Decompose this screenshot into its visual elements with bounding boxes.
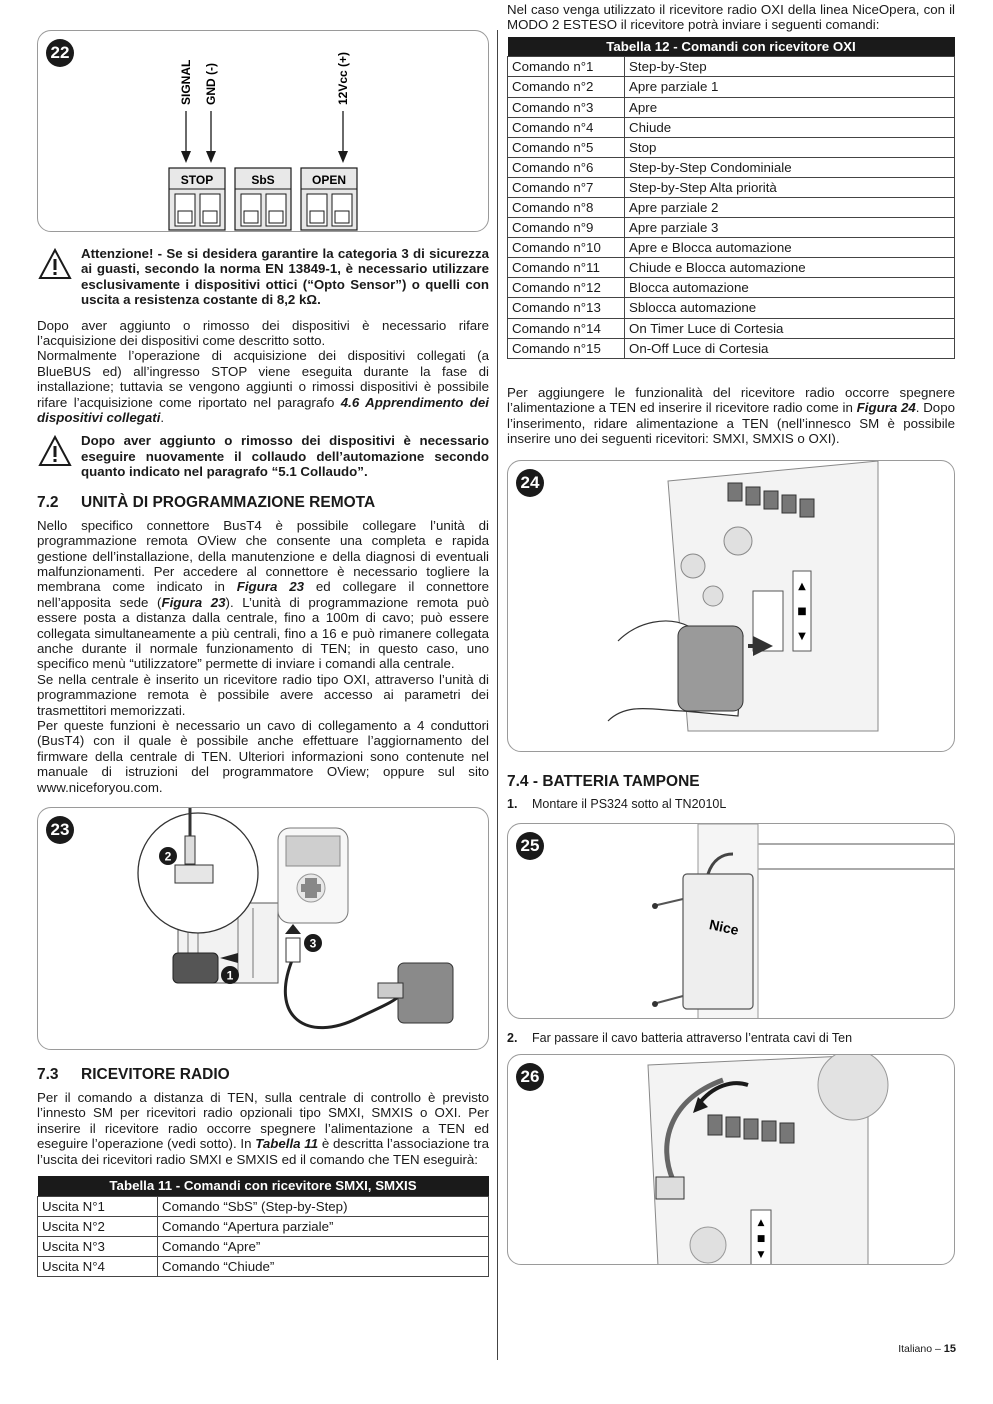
- table-row: [508, 57, 955, 77]
- table-row: [38, 1236, 489, 1256]
- warning-icon: [37, 435, 73, 467]
- table-cell-key: Comando n°13: [508, 298, 625, 318]
- paragraph: Per queste funzioni è necessario un cavo di collegamento a 4 conduttori (BusT4) con il quale è possibile anche effettuare l’aggiornamento del firmware della centrale di TEN. Ulteriori informazioni sono contenute nel manuale di istruzioni del programmatore OView; oppure sul sito www.niceforyou.com.: [37, 717, 489, 795]
- section-number: 7.2: [37, 493, 59, 511]
- warning-block-1: [37, 246, 489, 308]
- footer-language: Italiano –: [898, 1343, 941, 1355]
- table-row: [508, 137, 955, 157]
- terminal-open-label: OPEN: [311, 173, 347, 187]
- page-footer: [898, 1343, 956, 1355]
- table-cell-value: On-Off Luce di Cortesia: [625, 338, 955, 358]
- paragraph: [507, 385, 955, 447]
- step-item-1: [507, 797, 955, 812]
- section-heading-7-3: [37, 1066, 489, 1084]
- paragraph: [37, 518, 489, 672]
- table-row: [508, 318, 955, 338]
- arrow-down-icon: ▼: [757, 1250, 765, 1261]
- table-cell-key: Comando n°4: [508, 117, 625, 137]
- figure-number: 26: [516, 1063, 544, 1091]
- table-cell-key: Comando n°1: [508, 57, 625, 77]
- step-list: [507, 797, 955, 812]
- brand-label: Nice: [707, 915, 741, 938]
- table-cell-key: Comando n°10: [508, 238, 625, 258]
- figure-reference: Figura 24: [856, 400, 916, 416]
- section-reference: 4.6 Apprendimento dei dispositivi collegati: [37, 394, 489, 426]
- step-item-2: [507, 1031, 955, 1046]
- table-cell-key: Uscita N°2: [38, 1216, 158, 1236]
- receiver-insertion-illustration: [508, 461, 955, 752]
- table-cell-key: Uscita N°1: [38, 1196, 158, 1216]
- figure-23: [37, 807, 489, 1050]
- table-cell-value: Stop: [625, 137, 955, 157]
- step-3-marker: 3: [309, 936, 317, 951]
- table-row: [508, 338, 955, 358]
- table-cell-value: Blocca automazione: [625, 278, 955, 298]
- arrow-down-icon: ▼: [798, 631, 806, 643]
- table-cell-key: Comando n°2: [508, 77, 625, 97]
- step-number: 1.: [507, 797, 518, 812]
- table-row: [508, 258, 955, 278]
- table-row: [508, 157, 955, 177]
- gnd-label: GND (-): [204, 63, 218, 105]
- table-12: [507, 37, 955, 359]
- table-row: [508, 298, 955, 318]
- table-cell-value: Apre parziale 3: [625, 218, 955, 238]
- step-1-marker: 1: [226, 968, 234, 983]
- table-cell-value: Apre: [625, 97, 955, 117]
- table-row: [508, 278, 955, 298]
- table-cell-key: Comando n°8: [508, 197, 625, 217]
- table-cell-value: Comando “Chiude”: [158, 1256, 489, 1276]
- table-cell-value: Chiude: [625, 117, 955, 137]
- table-cell-value: Apre e Blocca automazione: [625, 238, 955, 258]
- table-row: [508, 117, 955, 137]
- terminal-stop-label: STOP: [180, 173, 214, 187]
- table-cell-value: Apre parziale 1: [625, 77, 955, 97]
- table-row: [38, 1256, 489, 1276]
- arrow-up-icon: ▲: [757, 1218, 765, 1229]
- text-run: Nello specifico connettore BusT4 è possibile collegare l’unità di programmazione remota OView che consente una completa e rapida gestione dell’installazione, della manutenzione e della diagnosi di eventuali malfunzionamenti. Per accedere al connettore è necessario togliere la membrana come indicato in: [37, 517, 489, 595]
- figure-reference: Figura 23: [161, 594, 226, 610]
- page-number: 15: [943, 1343, 956, 1355]
- table-cell-value: Step-by-Step: [625, 57, 955, 77]
- step-2-marker: 2: [164, 849, 172, 864]
- paragraph: Se nella centrale è inserito un ricevitore radio tipo OXI, attraverso l’unità di programmazione remota è possibile avere accesso ai parametri dei trasmettitori memorizzati.: [37, 671, 489, 718]
- step-list: [507, 1031, 955, 1046]
- vcc-label: 12Vcc (+): [336, 51, 350, 105]
- figure-22: [37, 30, 489, 232]
- table-row: [38, 1216, 489, 1236]
- figure-24: [507, 460, 955, 752]
- stop-square-icon: ■: [797, 606, 807, 618]
- table-cell-value: Comando “Apre”: [158, 1236, 489, 1256]
- text-run: è descritta l’associazione tra l’uscita dei ricevitori radio SMXI e SMXIS ed il comando che TEN eseguirà:: [37, 1136, 490, 1167]
- figure-number: 23: [46, 816, 74, 844]
- table-cell-value: Apre parziale 2: [625, 197, 955, 217]
- terminal-sbs-label: SbS: [251, 173, 275, 187]
- table-row: [508, 197, 955, 217]
- section-heading-7-4: 7.4 - BATTERIA TAMPONE: [507, 773, 700, 791]
- table-cell-key: Uscita N°3: [38, 1236, 158, 1256]
- table-cell-value: Comando “SbS” (Step-by-Step): [158, 1196, 489, 1216]
- table-row: [508, 218, 955, 238]
- battery-cable-routing-illustration: [508, 1055, 955, 1265]
- section-number: 7.3: [37, 1066, 59, 1083]
- table-cell-key: Comando n°6: [508, 157, 625, 177]
- terminal-wiring-diagram: [38, 31, 489, 232]
- warning-block-2: [37, 433, 489, 479]
- stop-square-icon: ■: [756, 1234, 766, 1245]
- table-cell-key: Comando n°3: [508, 97, 625, 117]
- warning-text-2: Dopo aver aggiunto o rimosso dei dispositivi è necessario eseguire nuovamente il collaudo dell’automazione secondo quanto indicato nel paragrafo “5.1 Collaudo”.: [81, 433, 489, 480]
- battery-mounting-illustration: [508, 824, 955, 1019]
- table-cell-value: On Timer Luce di Cortesia: [625, 318, 955, 338]
- step-number: 2.: [507, 1030, 518, 1045]
- table-row: [508, 77, 955, 97]
- table-cell-value: Step-by-Step Condominiale: [625, 157, 955, 177]
- paragraph: Dopo aver aggiunto o rimosso dei dispositivi è necessario rifare l’acquisizione dei dispositivi come descritto sotto.: [37, 317, 489, 349]
- right-column: [507, 2, 955, 1265]
- warning-text-1: Attenzione! - Se si desidera garantire la categoria 3 di sicurezza ai guasti, secondo la norma EN 13849-1, è necessario utilizzare esclusivamente i dispositivi ottici (“Opto Sensor”) o quelli con uscita a resistenza costante di 8,2 kΩ.: [81, 246, 489, 308]
- figure-number: 25: [516, 832, 544, 860]
- text-run: Per il comando a distanza di TEN, sulla centrale di controllo è previsto l’innesto SM per ricevitori radio opzionali tipo SMXI, SMXIS o OXI. Per inserire il ricevitore radio occorre spegnere l’alimentazione a TEN ed eseguire l’operazione (vedi sotto). In: [37, 1090, 489, 1152]
- table-cell-key: Comando n°7: [508, 177, 625, 197]
- table-cell-key: Comando n°15: [508, 338, 625, 358]
- oview-connection-illustration: [38, 808, 489, 1050]
- table-row: [38, 1196, 489, 1216]
- text-run: Normalmente l’operazione di acquisizione dei dispositivi collegati (a BlueBUS ed) all’ingresso STOP viene eseguita durante la fase di installazione; tuttavia se vengono aggiunti o rimossi dispositivi è possibile rifare l’acquisizione come riportato nel paragrafo: [37, 348, 489, 410]
- figure-25: [507, 823, 955, 1019]
- arrow-up-icon: ▲: [798, 581, 806, 593]
- table-cell-value: Comando “Apertura parziale”: [158, 1216, 489, 1236]
- section-title: RICEVITORE RADIO: [81, 1066, 230, 1083]
- left-column: [37, 30, 489, 1277]
- figure-number: 22: [46, 39, 74, 67]
- table-cell-key: Comando n°11: [508, 258, 625, 278]
- column-divider: [497, 30, 498, 1360]
- warning-icon: [37, 248, 73, 280]
- paragraph: Nel caso venga utilizzato il ricevitore radio OXI della linea NiceOpera, con il MODO 2 ESTESO il ricevitore potrà inviare i seguenti comandi:: [507, 2, 955, 33]
- signal-label: SIGNAL: [179, 59, 193, 105]
- text-run: .: [160, 410, 165, 426]
- paragraph: [37, 348, 489, 425]
- table-cell-value: Chiude e Blocca automazione: [625, 258, 955, 278]
- table-cell-key: Comando n°12: [508, 278, 625, 298]
- table-cell-key: Uscita N°4: [38, 1256, 158, 1276]
- text-run: ). L’unità di programmazione remota può essere posta a distanza dalla centrale, fino a 100m di cavo; può essere collegata simultaneamente a più centrali, fino a 16 e può rimanere collegata anche durante il normale funzionamento di TEN; in questo caso, uno specifico menù “utilizzatore” permette di inviare i comandi alla centrale.: [37, 594, 489, 672]
- table-title: Tabella 11 - Comandi con ricevitore SMXI, SMXIS: [38, 1176, 489, 1196]
- section-title: UNITÀ DI PROGRAMMAZIONE REMOTA: [81, 493, 376, 511]
- step-text: Far passare il cavo batteria attraverso l’entrata cavi di Ten: [532, 1030, 853, 1045]
- table-row: [508, 177, 955, 197]
- table-11: [37, 1176, 489, 1277]
- figure-reference: Figura 23: [236, 579, 305, 595]
- table-row: [508, 238, 955, 258]
- figure-26: [507, 1054, 955, 1265]
- table-cell-value: Sblocca automazione: [625, 298, 955, 318]
- figure-number: 24: [516, 469, 544, 497]
- section-heading-7-2: [37, 494, 489, 512]
- table-cell-key: Comando n°9: [508, 218, 625, 238]
- text-run: Per aggiungere le funzionalità del ricevitore radio occorre spegnere l’alimentazione a TEN ed inserire il ricevitore radio come in: [507, 384, 955, 416]
- table-reference: Tabella 11: [255, 1136, 319, 1152]
- text-run: ed collegare il connettore nell’apposita sede (: [37, 579, 489, 610]
- paragraph: [37, 1090, 489, 1167]
- table-cell-value: Step-by-Step Alta priorità: [625, 177, 955, 197]
- table-cell-key: Comando n°14: [508, 318, 625, 338]
- table-cell-key: Comando n°5: [508, 137, 625, 157]
- text-run: . Dopo l’inserimento, ridare alimentazione a TEN (nell’innesco SM è possibile inserire uno dei seguenti ricevitori: SMXI, SMXIS o OXI).: [507, 400, 955, 446]
- table-row: [508, 97, 955, 117]
- step-text: Montare il PS324 sotto al TN2010L: [532, 797, 727, 812]
- table-title: Tabella 12 - Comandi con ricevitore OXI: [508, 37, 955, 57]
